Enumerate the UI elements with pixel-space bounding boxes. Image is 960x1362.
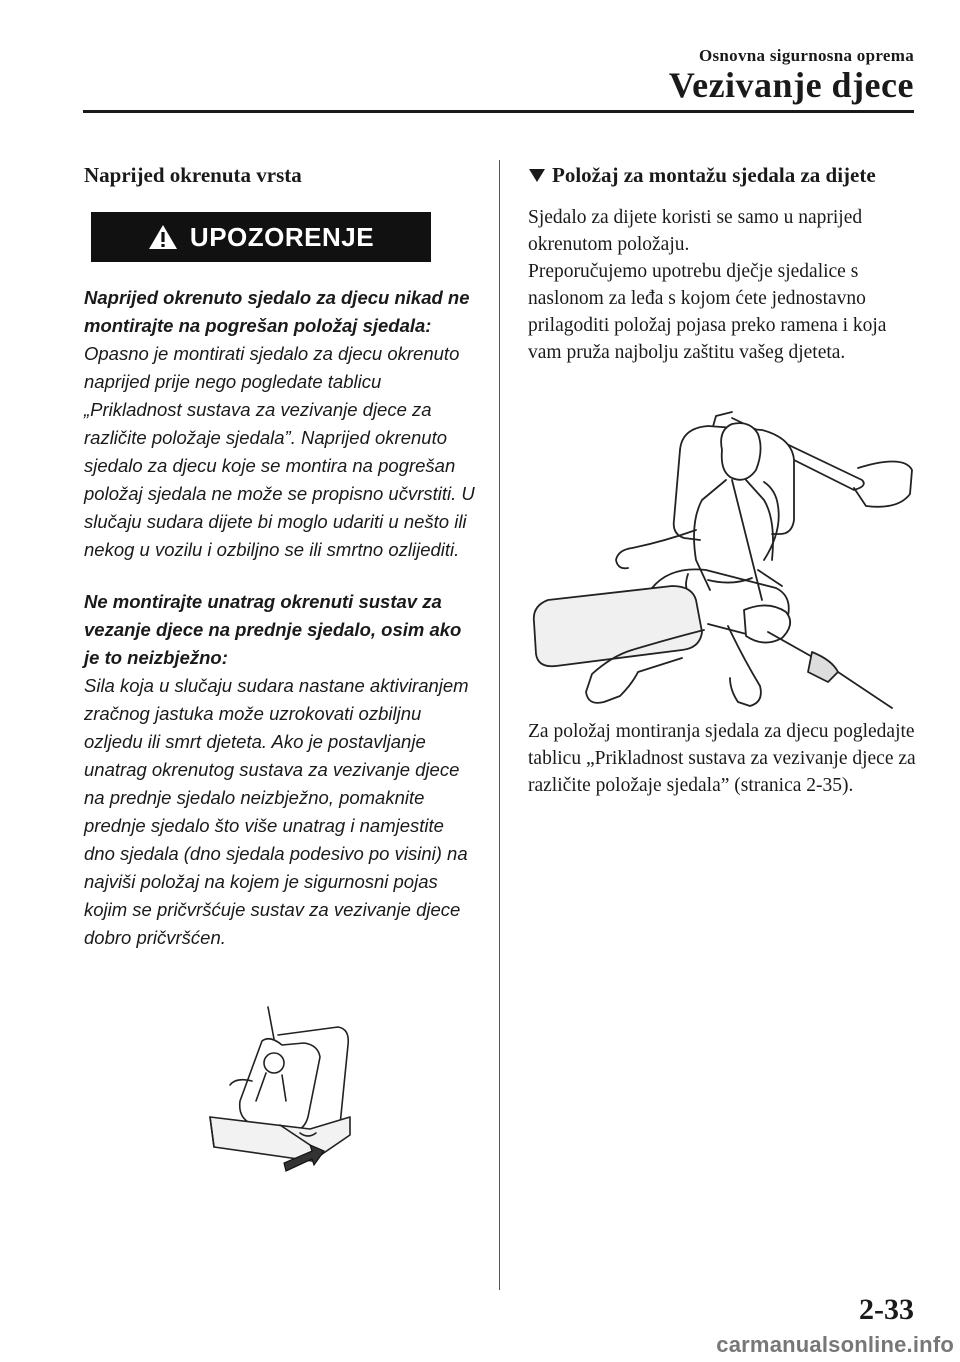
watermark[interactable]: carmanualsonline.info [716, 1332, 954, 1357]
warning-body: Sila koja u slučaju sudara nastane aktiviranjem zračnog jastuka može uzrokovati ozbiljnu ozljedu ili smrt djeteta. Ako je postavljanje unatrag okrenutog sustava za vezivanje djece na prednje sjedalo neizbježno, pomaknite prednje sjedalo što više unatrag i namjestite dno sjedala (dno sjedala podesivo po visini) na najviši položaj na kojem je sigurnosni pojas kojim se pričvršćuje sustav za vezivanje djece dobro pričvršćen. [84, 675, 469, 948]
section-heading-mounting [528, 160, 920, 190]
warning-block-1 [84, 284, 476, 564]
down-triangle-icon [528, 167, 546, 183]
header-divider [83, 110, 914, 113]
rear-facing-seat-illustration [200, 1005, 360, 1175]
right-column [528, 160, 920, 366]
section-title-forward-facing: Naprijed okrenuta vrsta [84, 163, 302, 187]
paragraph: Za položaj montiranja sjedala za djecu pogledajte tablicu „Prikladnost sustava za vezivanje djece za različite položaje sjedala” (stranica 2-35). [528, 721, 916, 796]
column-divider [499, 160, 500, 1290]
left-column [84, 160, 476, 952]
warning-block-2 [84, 588, 476, 952]
warning-label: UPOZORENJE [189, 221, 375, 252]
page-number: 2-33 [859, 1293, 914, 1326]
warning-triangle-icon [148, 223, 178, 251]
paragraph: Sjedalo za dijete koristi se samo u naprijed okrenutom položaju. [528, 207, 863, 255]
warning-banner [91, 212, 431, 262]
page-title: Vezivanje djece [668, 65, 914, 105]
booster-seat-illustration [532, 410, 918, 710]
warning-heading: Ne montirajte unatrag okrenuti sustav za vezanje djece na prednje sjedalo, osim ako je to neizbježno: [84, 591, 462, 668]
paragraph: Preporučujemo upotrebu dječje sjedalice s naslonom za leđa s kojom ćete jednostavno prilagoditi položaj pojasa preko ramena i koja vam pruža najbolju zaštitu vašeg djeteta. [528, 261, 887, 363]
chapter-title: Osnovna sigurnosna oprema [698, 46, 914, 65]
section-title-mounting-position: Položaj za montažu sjedala za dijete [552, 163, 876, 187]
warning-body: Opasno je montirati sjedalo za djecu okrenuto naprijed prije nego pogledate tablicu „Prikladnost sustava za vezivanje djece za različite položaje sjedala”. Naprijed okrenuto sjedalo za djecu koje se montira na pogrešan položaj sjedala ne može se propisno učvrstiti. U slučaju sudara dijete bi moglo udariti u nešto ili nekog u vozilu i ozbiljno se ili smrtno ozlijediti. [84, 343, 475, 560]
warning-heading: Naprijed okrenuto sjedalo za djecu nikad ne montirajte na pogrešan položaj sjedala: [84, 287, 470, 336]
right-column-lower [528, 718, 920, 799]
